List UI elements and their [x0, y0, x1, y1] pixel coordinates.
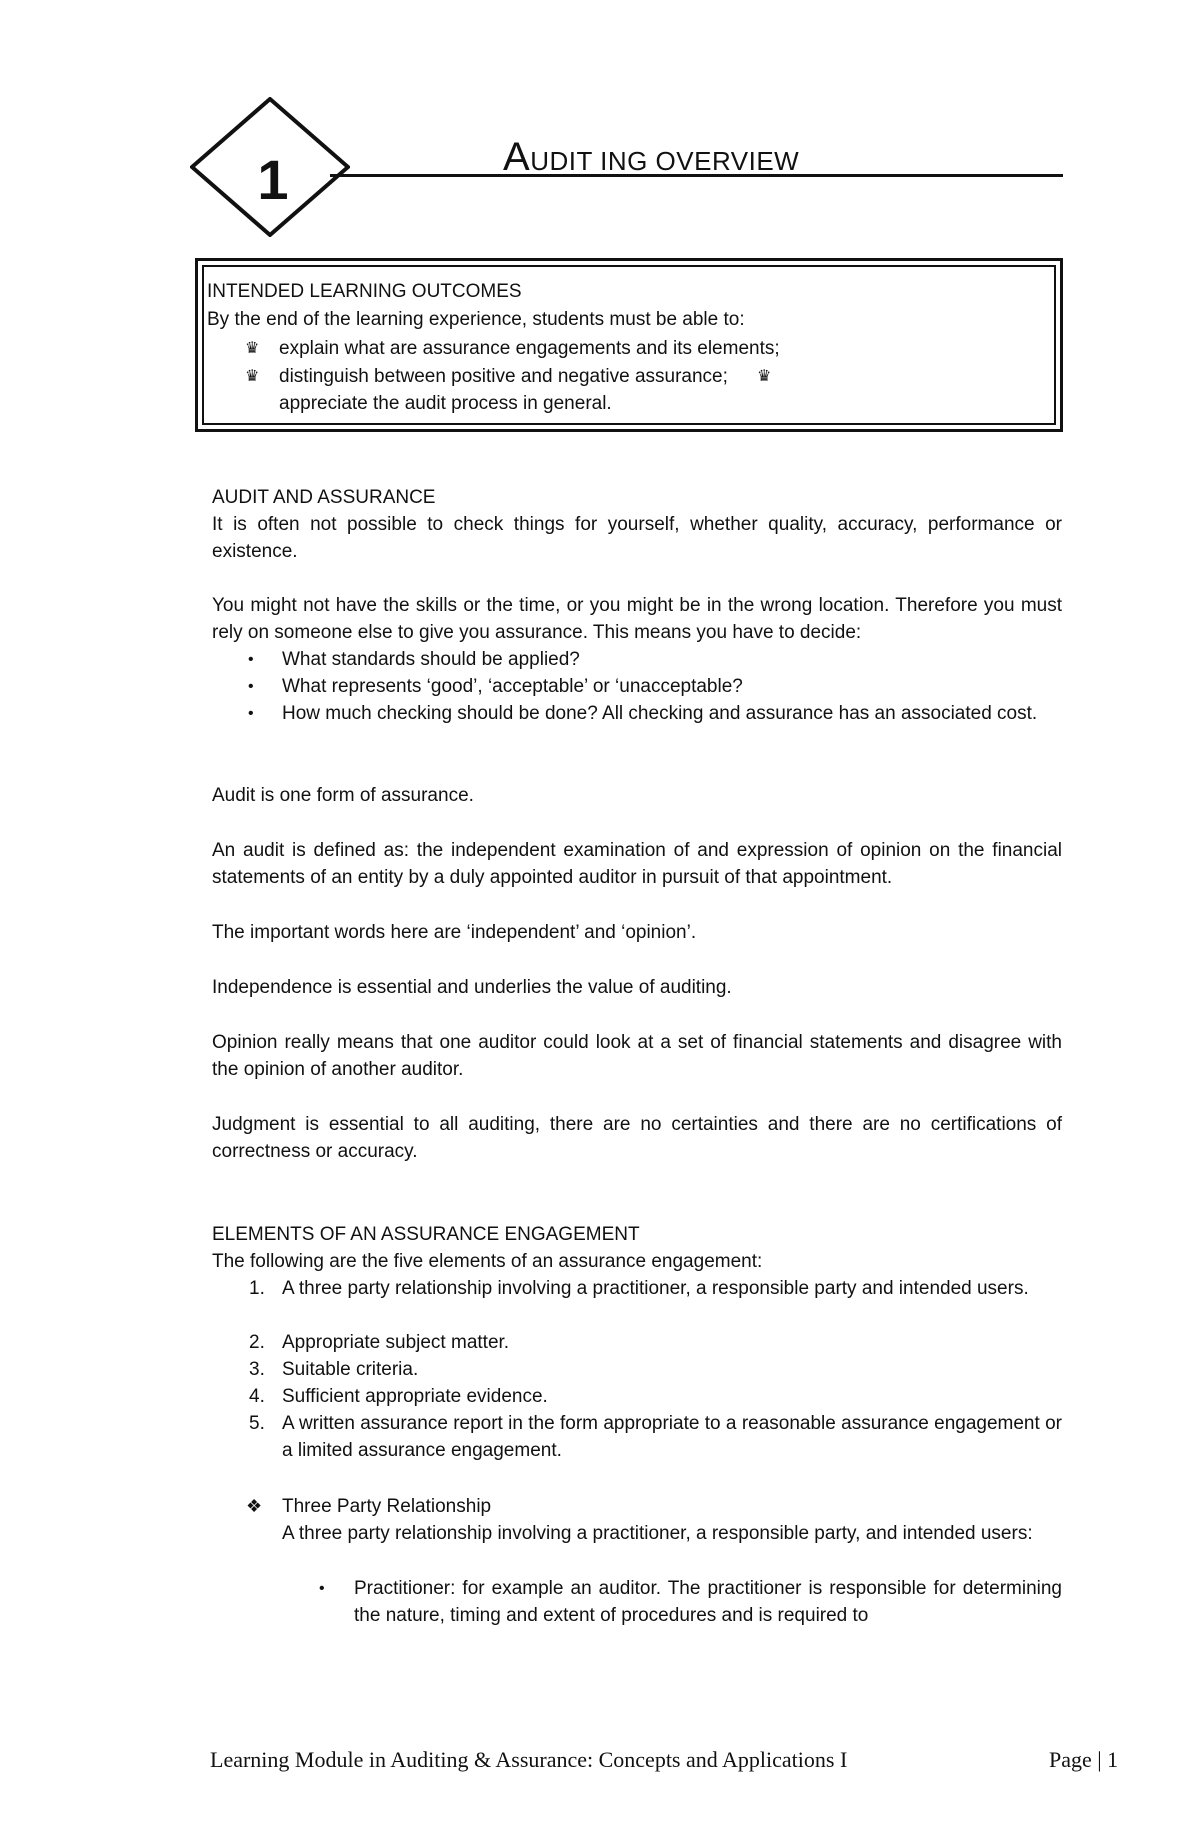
- learning-outcome-item: explain what are assurance engagements and its elements;: [279, 338, 780, 359]
- learning-outcome-item: distinguish between positive and negative assurance;: [279, 366, 728, 387]
- bullet-dot-icon: •: [248, 651, 254, 668]
- learning-outcomes-intro: By the end of the learning experience, students must be able to:: [207, 309, 745, 330]
- list-item: Appropriate subject matter.: [282, 1332, 510, 1353]
- list-number: 2.: [249, 1332, 265, 1353]
- paragraph: Independence is essential and underlies the value of auditing.: [212, 977, 732, 998]
- list-item: Sufficient appropriate evidence.: [282, 1386, 548, 1407]
- list-item: Suitable criteria.: [282, 1359, 419, 1380]
- chapter-title-rest: UDIT ING OVERVIEW: [530, 146, 800, 176]
- learning-outcomes-heading: INTENDED LEARNING OUTCOMES: [207, 281, 522, 302]
- paragraph: A three party relationship involving a practitioner, a responsible party, and intended users:: [282, 1523, 1033, 1544]
- paragraph: An audit is defined as: the independent examination of and expression of opinion on the financial statements of an entity by a duly appointed auditor in pursuit of that appointment.: [212, 840, 1062, 888]
- chapter-title-initial: A: [503, 135, 531, 179]
- list-item: A written assurance report in the form appropriate to a reasonable assurance engagement or a limited assurance engagement.: [282, 1413, 1062, 1461]
- list-number: 5.: [249, 1413, 265, 1434]
- bullet-dot-icon: •: [248, 678, 254, 695]
- list-item: How much checking should be done? All checking and assurance has an associated cost.: [282, 703, 1038, 724]
- learning-outcome-item: appreciate the audit process in general.: [279, 393, 612, 414]
- paragraph: Audit is one form of assurance.: [212, 785, 474, 806]
- bullet-dot-icon: •: [319, 1580, 325, 1597]
- paragraph: Opinion really means that one auditor could look at a set of financial statements and disagree with the opinion of another auditor.: [212, 1032, 1062, 1080]
- paragraph: The important words here are ‘independent’ and ‘opinion’.: [212, 922, 697, 943]
- section-heading-audit-assurance: AUDIT AND ASSURANCE: [212, 487, 436, 508]
- paragraph: You might not have the skills or the time, or you might be in the wrong location. Therefore you must rely on someone else to give you assurance. This means you have to decide:: [212, 595, 1062, 643]
- paragraph: The following are the five elements of an assurance engagement:: [212, 1251, 763, 1272]
- bullet-dot-icon: •: [248, 705, 254, 722]
- paragraph: Judgment is essential to all auditing, there are no certainties and there are no certifications of correctness or accuracy.: [212, 1114, 1062, 1162]
- list-number: 3.: [249, 1359, 265, 1380]
- chapter-title: [503, 137, 799, 177]
- footer-page-number: Page | 1: [1049, 1747, 1119, 1772]
- crown-bullet-icon: ♛: [757, 368, 772, 385]
- crown-bullet-icon: ♛: [245, 368, 260, 385]
- paragraph: It is often not possible to check things for yourself, whether quality, accuracy, performance or existence.: [212, 514, 1062, 562]
- footer-module-title: Learning Module in Auditing & Assurance: Concepts and Applications I: [210, 1747, 848, 1772]
- list-number: 1.: [249, 1278, 265, 1299]
- chapter-number: 1: [257, 148, 289, 211]
- diamond-bullet-icon: ❖: [246, 1496, 263, 1516]
- section-heading-elements: ELEMENTS OF AN ASSURANCE ENGAGEMENT: [212, 1224, 640, 1245]
- list-number: 4.: [249, 1386, 265, 1407]
- crown-bullet-icon: ♛: [245, 340, 260, 357]
- list-item: A three party relationship involving a practitioner, a responsible party and intended users.: [282, 1278, 1029, 1299]
- list-item: Practitioner: for example an auditor. The practitioner is responsible for determining the nature, timing and extent of procedures and is required to: [354, 1578, 1062, 1626]
- sub-heading-three-party: Three Party Relationship: [282, 1496, 492, 1517]
- list-item: What standards should be applied?: [282, 649, 580, 670]
- list-item: What represents ‘good’, ‘acceptable’ or ‘unacceptable?: [282, 676, 743, 697]
